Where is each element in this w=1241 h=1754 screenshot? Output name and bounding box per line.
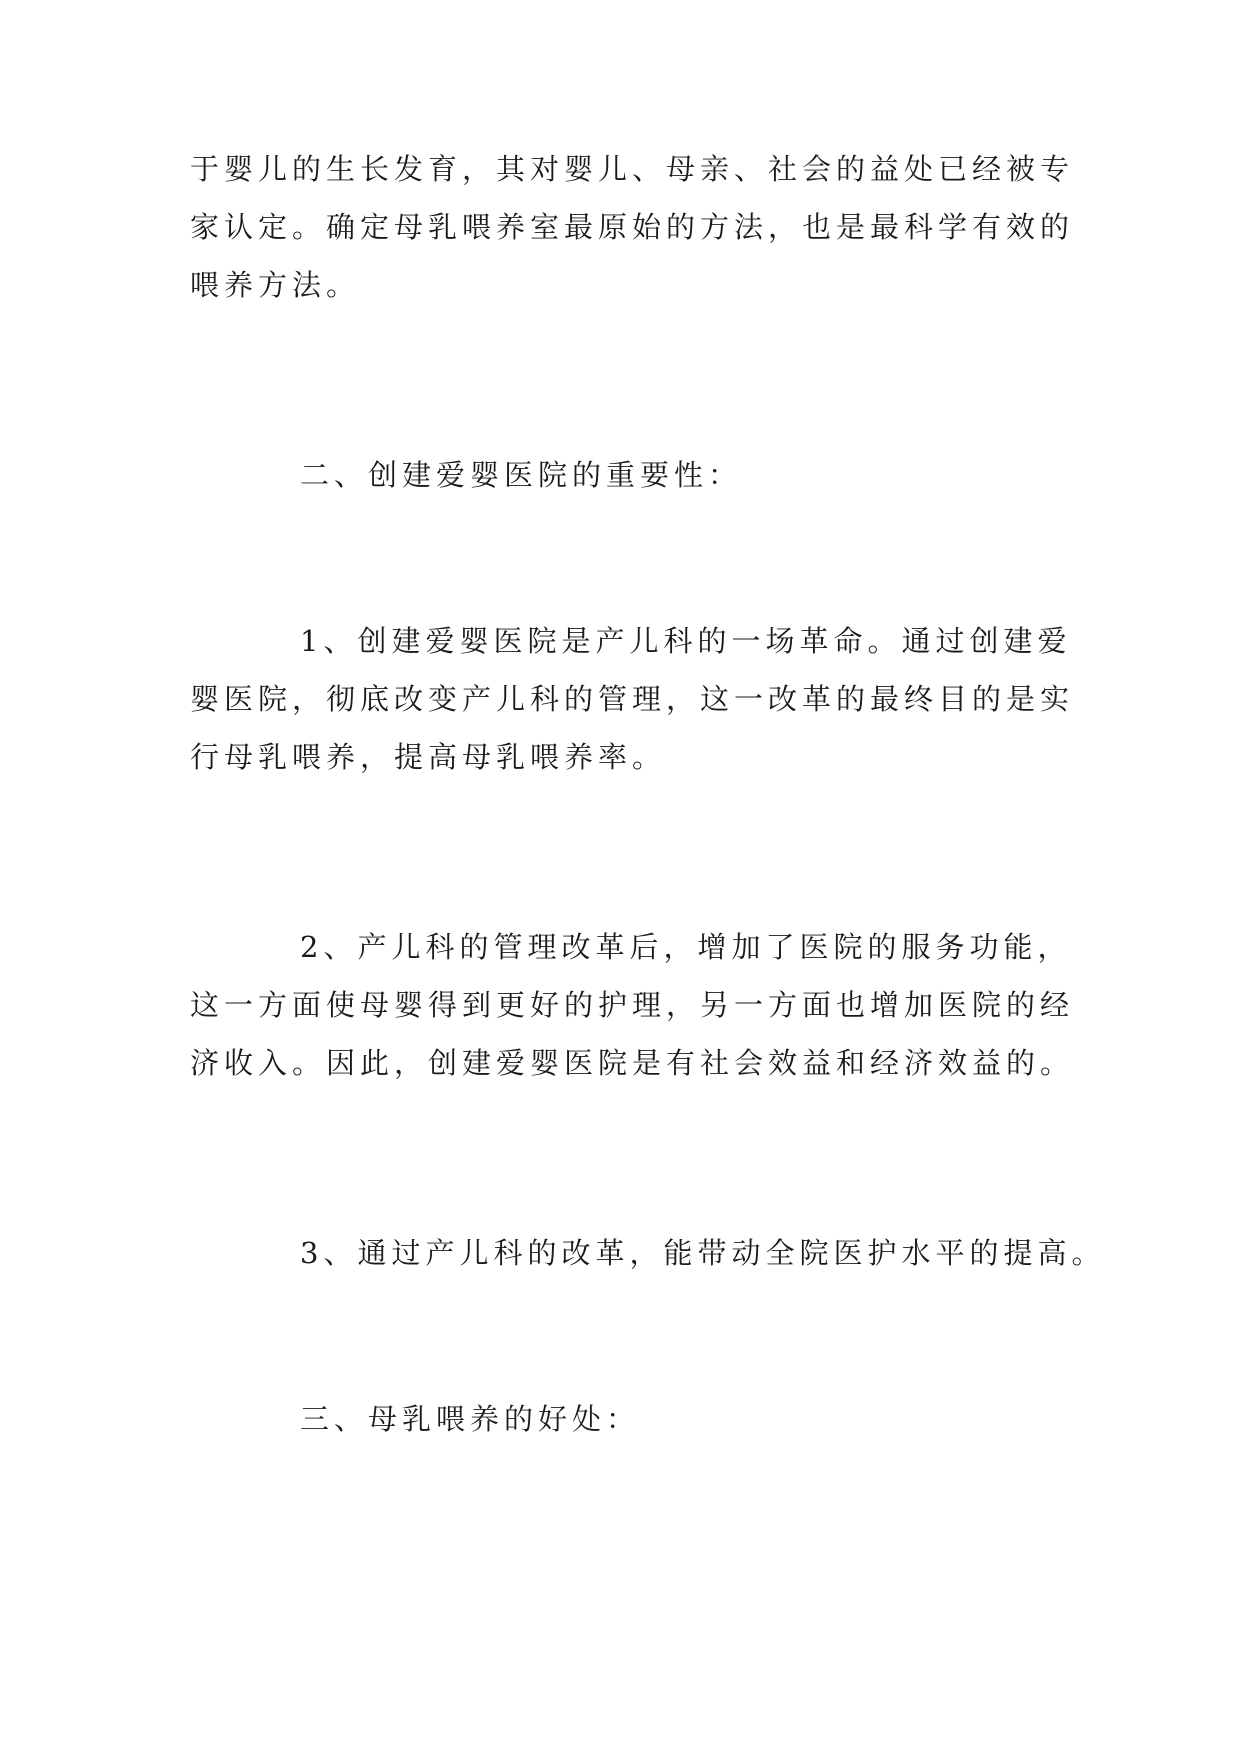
paragraph-item-2 bbox=[190, 918, 1075, 1092]
text-line: 2、产儿科的管理改革后，增加了医院的服务功能， bbox=[300, 930, 1072, 964]
text-line: 1、创建爱婴医院是产儿科的一场革命。通过创建爱 bbox=[300, 624, 1072, 658]
text-line: 喂养方法。 bbox=[190, 268, 361, 302]
paragraph-item-3 bbox=[190, 1224, 1106, 1282]
text-line: 3、通过产儿科的改革，能带动全院医护水平的提高。 bbox=[300, 1236, 1106, 1270]
text-line: 于婴儿的生长发育，其对婴儿、母亲、社会的益处已经被专 bbox=[190, 152, 1075, 186]
text-line: 家认定。确定母乳喂养室最原始的方法，也是最科学有效的 bbox=[190, 210, 1075, 244]
section-heading-2 bbox=[190, 446, 1060, 504]
text-line: 这一方面使母婴得到更好的护理，另一方面也增加医院的经 bbox=[190, 988, 1075, 1022]
text-line: 济收入。因此，创建爱婴医院是有社会效益和经济效益的。 bbox=[190, 1046, 1075, 1080]
paragraph-breastfeeding-benefits-intro bbox=[190, 140, 1075, 314]
paragraph-item-1 bbox=[190, 612, 1075, 786]
text-line: 行母乳喂养，提高母乳喂养率。 bbox=[190, 740, 667, 774]
heading-text: 三、母乳喂养的好处： bbox=[300, 1402, 641, 1436]
heading-text: 二、创建爱婴医院的重要性： bbox=[300, 458, 743, 492]
section-heading-3 bbox=[190, 1390, 1060, 1448]
text-line: 婴医院，彻底改变产儿科的管理，这一改革的最终目的是实 bbox=[190, 682, 1075, 716]
